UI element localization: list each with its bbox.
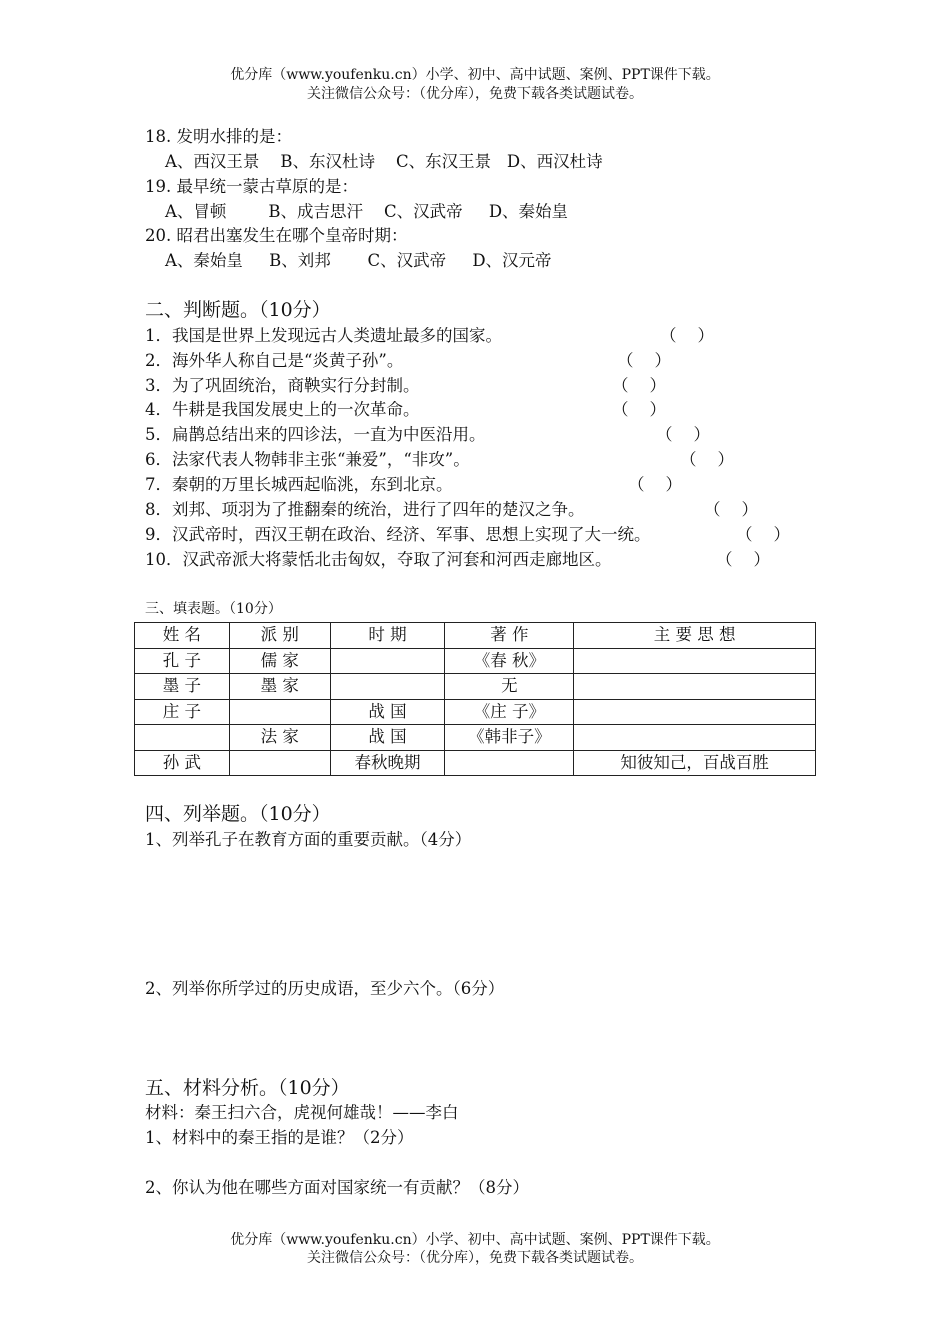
header-school: 派 别: [229, 623, 330, 649]
analysis-section-title: 五、材料分析。（10分）: [145, 1077, 350, 1099]
table-cell: [574, 699, 816, 725]
table-cell: 战 国: [330, 725, 445, 751]
analysis-material: 材料：秦王扫六合，虎视何雄哉！——李白: [145, 1103, 459, 1122]
footer-line-2: 关注微信公众号：（优分库），免费下载各类试题试卷。: [307, 1250, 643, 1266]
table-cell: [229, 699, 330, 725]
judge-item: 6．法家代表人物韩非主张“兼爱”，“非攻”。: [145, 450, 470, 469]
table-cell: 《韩非子》: [445, 725, 574, 751]
table-row: [135, 699, 816, 725]
question-18: 18. 发明水排的是：: [145, 127, 292, 146]
list-question-1: 1、列举孔子在教育方面的重要贡献。（4分）: [145, 830, 472, 849]
table-cell: 无: [445, 674, 574, 700]
judge-item: 10．汉武帝派大将蒙恬北击匈奴，夺取了河套和河西走廊地区。: [145, 550, 612, 569]
table-cell: [330, 648, 445, 674]
table-cell: 知彼知己，百战百胜: [574, 750, 816, 776]
judge-item: 5．扁鹊总结出来的四诊法，一直为中医沿用。: [145, 425, 486, 444]
question-18-options: A、西汉王景 B、东汉杜诗 C、东汉王景 D、西汉杜诗: [165, 152, 603, 171]
answer-blank: （ ）: [716, 550, 770, 569]
list-question-2: 2、列举你所学过的历史成语，至少六个。（6分）: [145, 979, 505, 998]
answer-blank: （ ）: [660, 326, 714, 345]
judge-item: 1．我国是世界上发现远古人类遗址最多的国家。: [145, 326, 502, 345]
question-19-options: A、冒顿 B、成吉思汗 C、汉武帝 D、秦始皇: [165, 202, 569, 221]
table-row: [135, 648, 816, 674]
question-19: 19. 最早统一蒙古草原的是：: [145, 177, 358, 196]
answer-blank: （ ）: [680, 450, 734, 469]
header-thought: 主 要 思 想: [574, 623, 816, 649]
table-row: [135, 725, 816, 751]
table-cell: 法 家: [229, 725, 330, 751]
fill-in-table: [134, 622, 816, 776]
table-cell: [574, 648, 816, 674]
table-cell: [135, 725, 230, 751]
judge-item: 7．秦朝的万里长城西起临洮，东到北京。: [145, 475, 453, 494]
question-20-options: A、秦始皇 B、刘邦 C、汉武帝 D、汉元帝: [165, 251, 552, 270]
table-row: [135, 674, 816, 700]
header-name: 姓 名: [135, 623, 230, 649]
judge-item: 2．海外华人称自己是“炎黄子孙”。: [145, 351, 404, 370]
header-line-2: 关注微信公众号：（优分库），免费下载各类试题试卷。: [307, 86, 643, 102]
analysis-question-1: 1、材料中的秦王指的是谁？（2分）: [145, 1128, 414, 1147]
table-cell: 庄 子: [135, 699, 230, 725]
table-header-row: [135, 623, 816, 649]
table-section-title: 三、填表题。（10分）: [145, 601, 282, 617]
table-cell: 春秋晚期: [330, 750, 445, 776]
judge-item: 8．刘邦、项羽为了推翻秦的统治，进行了四年的楚汉之争。: [145, 500, 585, 519]
answer-blank: （ ）: [704, 500, 758, 519]
judge-section-title: 二、判断题。（10分）: [145, 299, 331, 321]
footer-line-1: 优分库（www.youfenku.cn）小学、初中、高中试题、案例、PPT课件下载。: [230, 1232, 720, 1248]
table-cell: [574, 674, 816, 700]
answer-blank: （ ）: [612, 376, 666, 395]
table-row: [135, 750, 816, 776]
table-cell: [229, 750, 330, 776]
answer-blank: （ ）: [736, 525, 790, 544]
table-cell: [330, 674, 445, 700]
analysis-question-2: 2、你认为他在哪些方面对国家统一有贡献？（8分）: [145, 1178, 529, 1197]
header-line-1: 优分库（www.youfenku.cn）小学、初中、高中试题、案例、PPT课件下载。: [230, 67, 720, 83]
table-cell: [574, 725, 816, 751]
header-period: 时 期: [330, 623, 445, 649]
table-cell: 《庄 子》: [445, 699, 574, 725]
question-20: 20. 昭君出塞发生在哪个皇帝时期：: [145, 226, 408, 245]
judge-item: 4．牛耕是我国发展史上的一次革命。: [145, 400, 420, 419]
table-cell: 儒 家: [229, 648, 330, 674]
header-work: 著 作: [445, 623, 574, 649]
judge-item: 9．汉武帝时，西汉王朝在政治、经济、军事、思想上实现了大一统。: [145, 525, 651, 544]
answer-blank: （ ）: [617, 351, 671, 370]
table-cell: 墨 子: [135, 674, 230, 700]
table-cell: 孔 子: [135, 648, 230, 674]
list-section-title: 四、列举题。（10分）: [145, 803, 331, 825]
table-cell: [445, 750, 574, 776]
answer-blank: （ ）: [628, 475, 682, 494]
answer-blank: （ ）: [612, 400, 666, 419]
table-cell: 孙 武: [135, 750, 230, 776]
table-cell: 墨 家: [229, 674, 330, 700]
answer-blank: （ ）: [656, 425, 710, 444]
table-cell: 《春 秋》: [445, 648, 574, 674]
judge-item: 3．为了巩固统治，商鞅实行分封制。: [145, 376, 420, 395]
table-cell: 战 国: [330, 699, 445, 725]
